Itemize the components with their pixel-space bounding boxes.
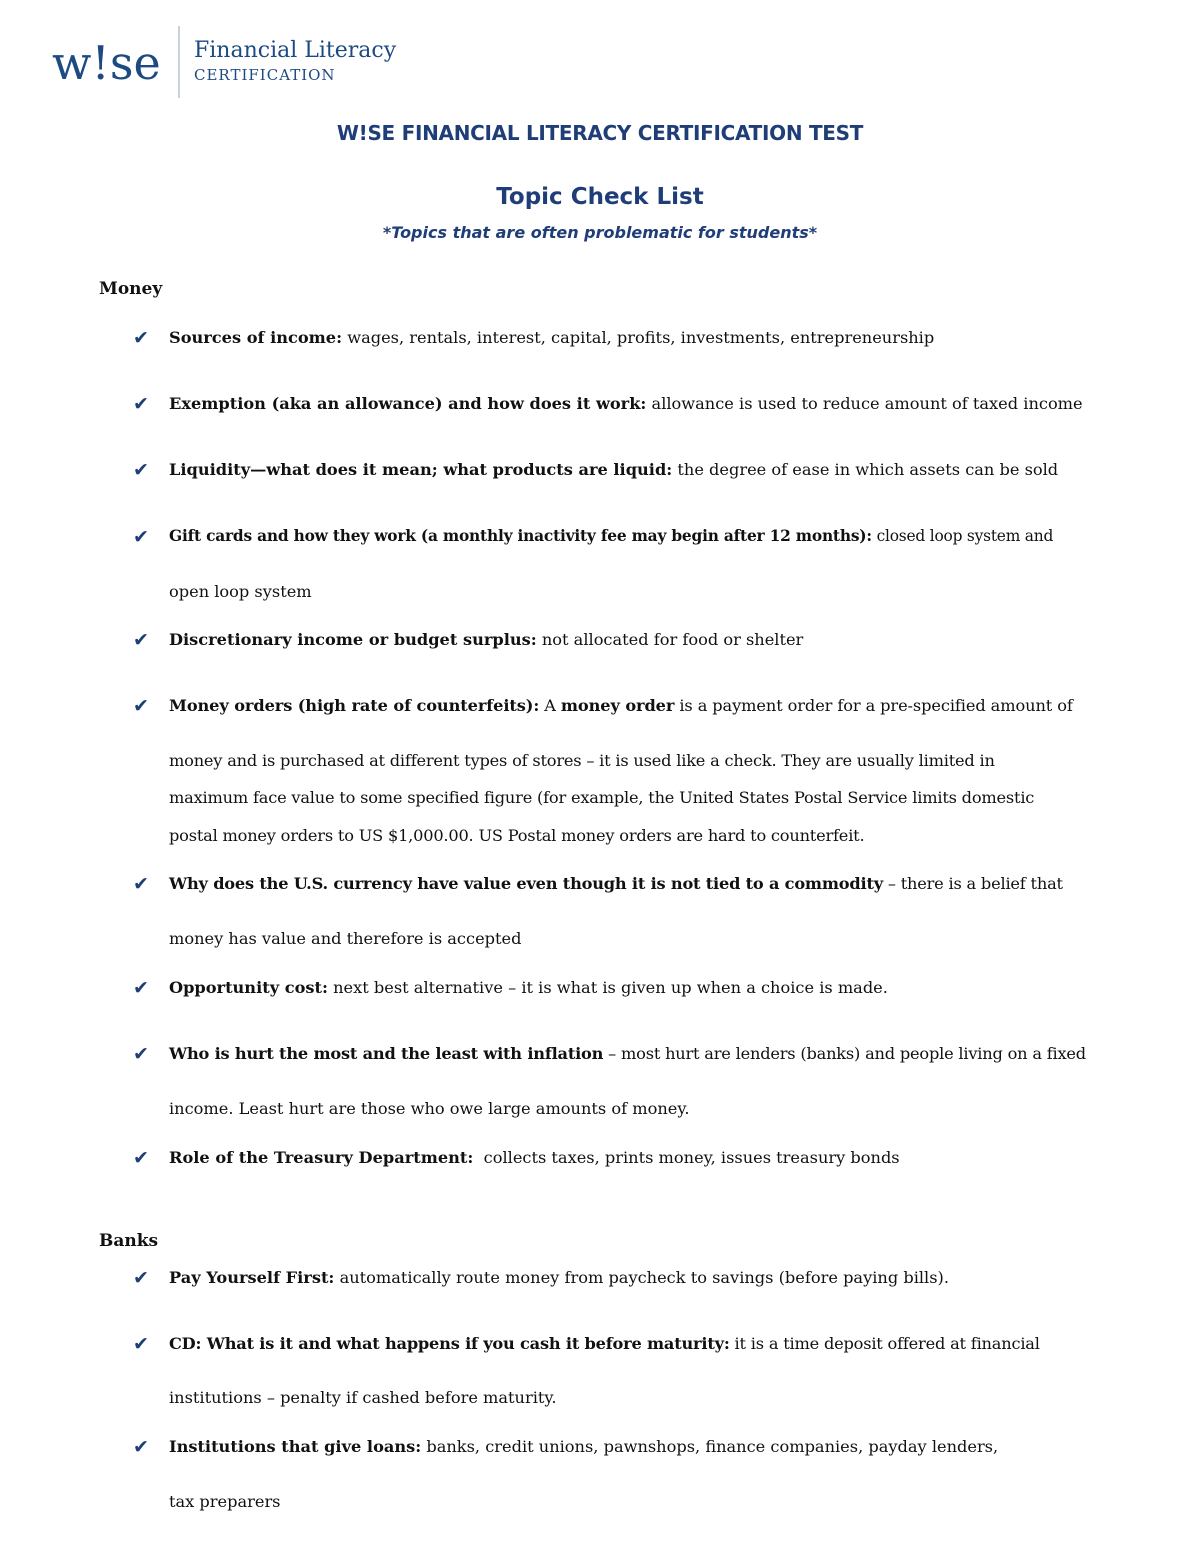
item-continuation: money has value and therefore is accepted (169, 929, 522, 948)
document-title: W!SE FINANCIAL LITERACY CERTIFICATION TEST (336, 121, 864, 145)
item-desc: wages, rentals, interest, capital, profits, investments, entrepreneurship (342, 328, 935, 347)
check-icon: ✔ (133, 629, 149, 651)
item-desc: it is a time deposit offered at financial (729, 1334, 1040, 1353)
item-desc: not allocated for food or shelter (536, 630, 804, 649)
check-icon: ✔ (133, 1267, 149, 1289)
item-continuation: income. Least hurt are those who owe large amounts of money. (169, 1099, 690, 1118)
check-icon: ✔ (133, 695, 149, 717)
item-continuation: tax preparers (169, 1492, 281, 1511)
check-icon: ✔ (133, 1147, 149, 1169)
check-icon: ✔ (133, 977, 149, 999)
item-continuation: open loop system (169, 582, 312, 601)
check-icon: ✔ (133, 393, 149, 415)
item-desc: closed loop system and (871, 527, 1054, 545)
document-note: *Topics that are often problematic for students* (382, 223, 818, 242)
check-icon: ✔ (133, 873, 149, 895)
item-desc: allowance is used to reduce amount of taxed income (646, 394, 1083, 413)
item-continuation: postal money orders to US $1,000.00. US Postal money orders are hard to counterfeit. (169, 826, 865, 845)
item-term: Institutions that give loans: (169, 1437, 422, 1456)
item-term: Opportunity cost: (169, 978, 328, 997)
check-icon: ✔ (133, 526, 149, 548)
item-desc: next best alternative – it is what is given up when a choice is made. (327, 978, 888, 997)
item-continuation: money and is purchased at different types of stores – it is used like a check. They are usually limited in (169, 751, 995, 770)
item-desc: banks, credit unions, pawnshops, finance companies, payday lenders, (421, 1437, 999, 1456)
item-term: Why does the U.S. currency have value even though it is not tied to a commodity (169, 874, 883, 893)
document-subtitle: Topic Check List (496, 184, 704, 210)
check-icon: ✔ (133, 327, 149, 349)
item-term: Exemption (aka an allowance) and how does it work: (169, 394, 647, 413)
section-heading-banks: Banks (99, 1231, 159, 1251)
item-term: CD: What is it and what happens if you cash it before maturity: (169, 1334, 730, 1353)
logo-text-line1: Financial Literacy (194, 38, 397, 63)
item-term: Gift cards and how they work (a monthly inactivity fee may begin after 12 months): (169, 527, 872, 545)
item-desc: collects taxes, prints money, issues treasury bonds (473, 1148, 900, 1167)
item-pre: A (539, 696, 561, 715)
item-continuation: maximum face value to some specified figure (for example, the United States Postal Service limits domestic (169, 788, 1035, 807)
section-heading-money: Money (99, 279, 163, 299)
item-term-inline: money order (560, 696, 675, 715)
logo-divider (178, 26, 180, 98)
item-term: Pay Yourself First: (169, 1268, 335, 1287)
check-icon: ✔ (133, 1436, 149, 1458)
item-term: Liquidity—what does it mean; what products are liquid: (169, 460, 673, 479)
check-icon: ✔ (133, 1333, 149, 1355)
item-desc: – most hurt are lenders (banks) and people living on a fixed (603, 1044, 1086, 1063)
item-desc: is a payment order for a pre-specified amount of (674, 696, 1073, 715)
logo-mark: w!se (52, 36, 161, 90)
check-icon: ✔ (133, 1043, 149, 1065)
item-term: Sources of income: (169, 328, 343, 347)
item-desc: automatically route money from paycheck to savings (before paying bills). (334, 1268, 949, 1287)
item-term: Who is hurt the most and the least with inflation (169, 1044, 604, 1063)
item-term: Role of the Treasury Department: (169, 1148, 474, 1167)
check-icon: ✔ (133, 459, 149, 481)
item-term: Money orders (high rate of counterfeits): (169, 696, 540, 715)
item-term: Discretionary income or budget surplus: (169, 630, 537, 649)
logo-text-line2: CERTIFICATION (194, 66, 336, 84)
item-continuation: institutions – penalty if cashed before maturity. (169, 1388, 557, 1407)
item-desc: the degree of ease in which assets can be sold (672, 460, 1059, 479)
item-desc: – there is a belief that (882, 874, 1063, 893)
